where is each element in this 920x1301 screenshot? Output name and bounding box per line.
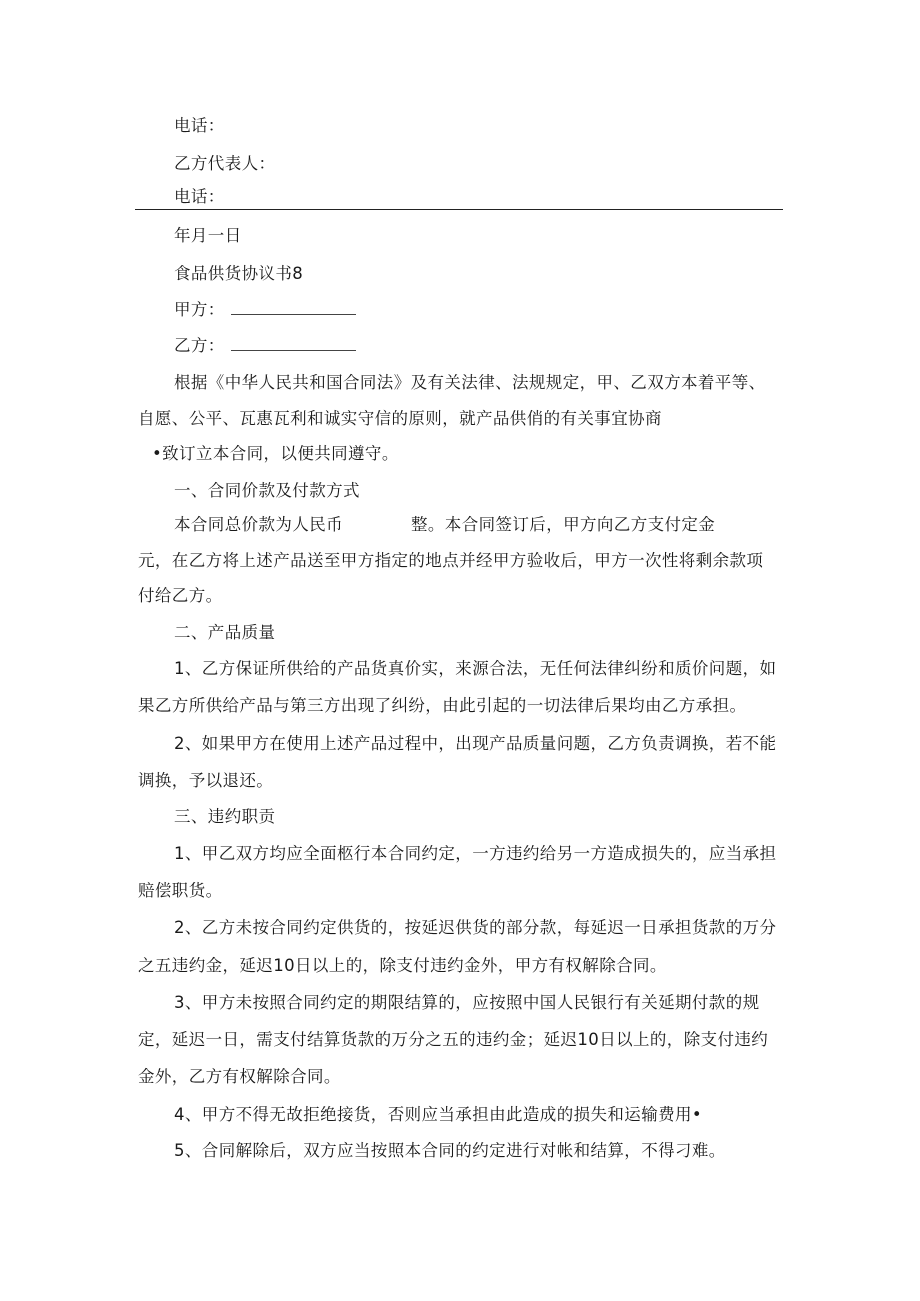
party-b-label: 乙方： [174, 336, 225, 355]
intro-line-1: 根据《中华人民共和国合同法》及有关法律、法规规定，甲、乙双方本着平等、 [174, 373, 766, 392]
intro-line-2: 自愿、公平、瓦惠瓦利和诚实守信的原则，就产品供俏的有关事宜协商 [138, 409, 662, 428]
section-1-line-1 [174, 515, 715, 535]
party-b-blank [231, 336, 356, 351]
section-1-line-2: 元，在乙方将上述产品送至甲方指定的地点并经甲方验收后，甲方一次性将剩余款项 [138, 551, 764, 570]
phone-label-2: 电话： [174, 187, 225, 206]
party-b-line [174, 336, 356, 356]
section-2-item-2-line-2: 调换，予以退还。 [138, 771, 274, 790]
section-3-item-5: 5、合同解除后，双方应当按照本合同的约定进行对帐和结算，不得刁难。 [174, 1141, 726, 1160]
section-3-item-1-line-2: 赔偿职货。 [138, 881, 223, 900]
section-3-item-2-line-2: 之五违约金，延迟10日以上的，除支付违约金外，甲方有权解除合同。 [138, 956, 667, 975]
section-2-heading: 二、产品质量 [174, 623, 276, 642]
intro-line-3: •致订立本合同，以便共同遵守。 [152, 444, 399, 463]
phone-label-1: 电话： [174, 116, 225, 135]
section-1-line-3: 付给乙方。 [138, 586, 223, 605]
party-a-label: 甲方： [174, 300, 225, 319]
section-3-item-3-line-1: 3、甲方未按照合同约定的期限结算的，应按照中国人民银行有关延期付款的规 [174, 993, 760, 1012]
section-3-item-2-line-1: 2、乙方未按合同约定供货的，按延迟供货的部分款，每延迟一日承担货款的万分 [174, 918, 777, 937]
section-3-item-3-line-3: 金外，乙方有权解除合同。 [138, 1067, 341, 1086]
date-line: 年月一日 [174, 226, 242, 245]
party-b-representative-label: 乙方代表人： [174, 154, 276, 173]
party-a-blank [231, 300, 356, 315]
section-1-heading: 一、合同价款及付款方式 [174, 481, 360, 500]
section-3-item-4: 4、甲方不得无故拒绝接货，否则应当承担由此造成的损失和运输费用• [174, 1105, 703, 1124]
section-divider [135, 209, 783, 210]
section-1-line-1b: 整。本合同签订后，甲方向乙方支付定金 [411, 515, 716, 534]
party-a-line [174, 300, 356, 320]
section-3-heading: 三、违约职贡 [174, 807, 276, 826]
section-2-item-1-line-2: 果乙方所供给产品与第三方出现了纠纷，由此引起的一切法律后果均由乙方承担。 [138, 696, 747, 715]
section-1-line-1a: 本合同总价款为人民币 [174, 515, 343, 534]
section-3-item-1-line-1: 1、甲乙双方均应全面柩行本合同约定，一方违约给另一方造成损失的，应当承担 [174, 844, 777, 863]
section-2-item-2-line-1: 2、如果甲方在使用上述产品过程中，出现产品质量问题，乙方负责调换，若不能 [174, 734, 777, 753]
section-2-item-1-line-1: 1、乙方保证所供给的产品货真价实，来源合法，无任何法律纠纷和质价问题，如 [174, 659, 777, 678]
document-title: 食品供货协议书8 [174, 264, 304, 283]
section-3-item-3-line-2: 定，延迟一日，需支付结算货款的万分之五的违约金；延迟10日以上的，除支付违约 [138, 1030, 769, 1049]
